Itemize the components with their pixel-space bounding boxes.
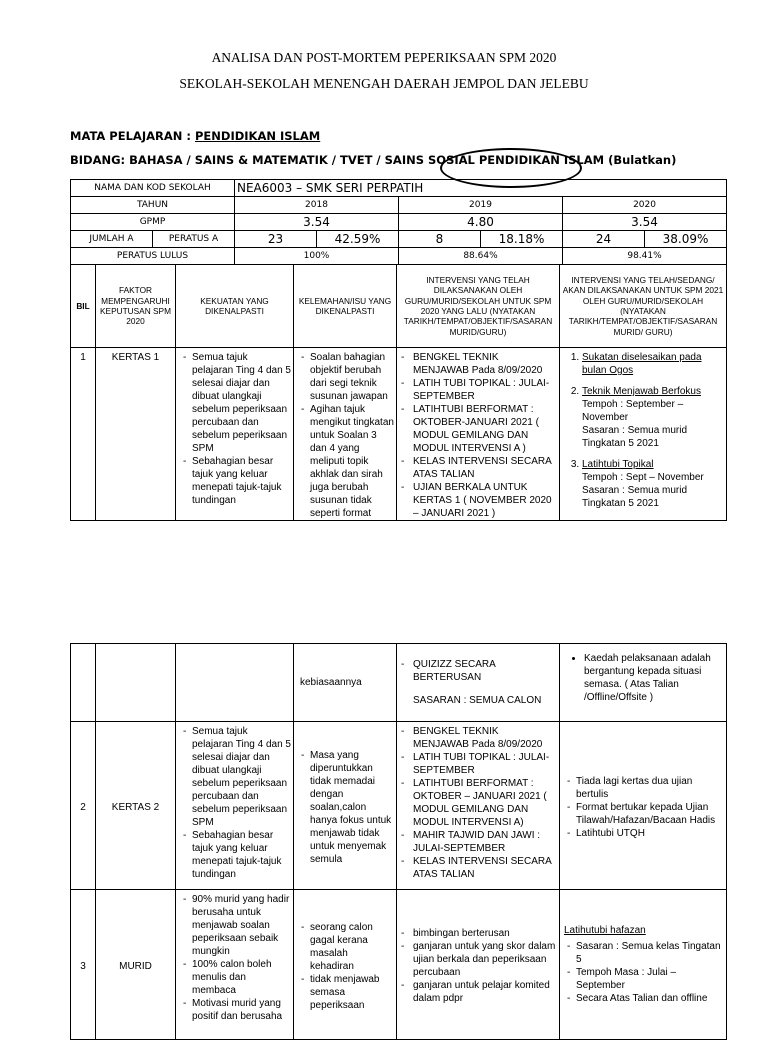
row1b-kelemahan: kebiasaannya: [294, 644, 397, 722]
row2-intervensi-lalu: [397, 722, 560, 890]
list-item: - seorang calon gagal kerana masalah kehadiran: [310, 921, 394, 973]
list-item: - Sebahagian besar tajuk yang keluar menepati tajuk-tajuk tundingan: [192, 455, 291, 507]
list-item: - MAHIR TAJWID DAN JAWI : JULAI-SEPTEMBER: [413, 829, 557, 855]
row1b-intervensi-lalu: - QUIZIZZ SECARA BERTERUSAN SASARAN : SEMUA CALON: [397, 644, 560, 722]
col-intervensi-lalu: INTERVENSI YANG TELAH DILAKSANAKAN OLEH GURU/MURID/SEKOLAH UNTUK SPM 2020 YANG LALU (NYATAKAN TARIKH/TEMPAT/OBJEKTIF/SASARAN MURID/GURU): [397, 265, 560, 348]
list-item: - ganjaran untuk yang skor dalam ujian berkala dan peperiksaan percubaan: [413, 940, 557, 979]
list-item: - Agihan tajuk mengikut tingkatan untuk Soalan 3 dan 4 yang meliputi topik akhlak dan sirah juga berubah susunan tidak seperti format: [310, 403, 394, 520]
peratus-lulus-label: PERATUS LULUS: [71, 248, 235, 265]
list-item: 1. Sukatan diselesaikan pada bulan Ogos: [582, 351, 724, 377]
list-item: - ganjaran untuk pelajar komited dalam pdpr: [413, 979, 557, 1005]
jumlah-a-label: JUMLAH A: [71, 231, 153, 248]
col-kekuatan: KEKUATAN YANG DIKENALPASTI: [176, 265, 294, 348]
peratus-lulus-2018: 100%: [235, 248, 399, 265]
list-item: - Tiada lagi kertas dua ujian bertulis: [576, 775, 724, 801]
year-label: TAHUN: [71, 197, 235, 214]
list-item: - Sebahagian besar tajuk yang keluar menepati tajuk-tajuk tundingan: [192, 829, 291, 881]
bidang-line: BIDANG: BAHASA / SAINS & MATEMATIK / TVET / SAINS SOSIAL PENDIDIKAN ISLAM (Bulatkan): [70, 153, 677, 167]
list-item: - Semua tajuk pelajaran Ting 4 dan 5 selesai diajar dan dibuat ulangkaji sebelum peperiksaan percubaan dan sebelum peperiksaan SPM: [192, 725, 291, 829]
subject-label: MATA PELAJARAN :: [70, 129, 191, 143]
year-2018: 2018: [235, 197, 399, 214]
analysis-table-page2: [70, 643, 727, 1040]
list-item: - Tempoh Masa : Julai – September: [576, 966, 724, 992]
row3-kekuatan: [176, 890, 294, 1040]
row3-intervensi-lalu: [397, 890, 560, 1040]
list-item: - BENGKEL TEKNIK MENJAWAB Pada 8/09/2020: [413, 725, 557, 751]
list-item: - LATIHTUBI BERFORMAT : OKTOBER – JANUARI 2021 ( MODUL GEMILANG DAN MODUL INTERVENSI A): [413, 777, 557, 829]
row1-intervensi-2021: [560, 348, 727, 521]
row1-kekuatan: [176, 348, 294, 521]
list-item: 3. Latihtubi Topikal Tempoh : Sept – November Sasaran : Semua murid Tingkatan 5 2021: [582, 458, 724, 510]
list-item: - QUIZIZZ SECARA BERTERUSAN: [413, 658, 557, 684]
subject-value: PENDIDIKAN ISLAM: [195, 129, 321, 143]
list-item: - LATIH TUBI TOPIKAL : JULAI-SEPTEMBER: [413, 751, 557, 777]
peratus-a-2018: 42.59%: [317, 231, 399, 248]
row1-faktor: KERTAS 1: [96, 348, 176, 521]
list-item: 2. Teknik Menjawab Berfokus Tempoh : September – November Sasaran : Semua murid Tingkatan 5 2021: [582, 385, 724, 450]
list-item: - 90% murid yang hadir berusaha untuk menjawab soalan peperiksaan sebaik mungkin: [192, 893, 291, 958]
list-item: - KELAS INTERVENSI SECARA ATAS TALIAN: [413, 455, 557, 481]
year-2020: 2020: [563, 197, 727, 214]
row3-faktor: MURID: [96, 890, 176, 1040]
school-info-table: [70, 179, 727, 265]
row3-intervensi-2021-heading: Latihutubi hafazan: [564, 925, 646, 936]
row2-kelemahan: [294, 722, 397, 890]
gpmp-2018: 3.54: [235, 214, 399, 231]
row2-kekuatan: [176, 722, 294, 890]
analysis-table-page1: [70, 264, 727, 521]
list-item: - LATIH TUBI TOPIKAL : JULAI-SEPTEMBER: [413, 377, 557, 403]
col-faktor: FAKTOR MEMPENGARUHI KEPUTUSAN SPM 2020: [96, 265, 176, 348]
list-item: - Soalan bahagian objektif berubah dari segi teknik susunan jawapan: [310, 351, 394, 403]
gpmp-2019: 4.80: [399, 214, 563, 231]
list-item: • Kaedah pelaksanaan adalah bergantung kepada situasi semasa. ( Atas Talian /Offline/Offsite ): [584, 652, 724, 704]
col-bil: BIL: [71, 265, 96, 348]
row3-bil: 3: [71, 890, 96, 1040]
list-item: - KELAS INTERVENSI SECARA ATAS TALIAN: [413, 855, 557, 881]
jumlah-a-2019: 8: [399, 231, 481, 248]
peratus-a-2020: 38.09%: [645, 231, 727, 248]
school-name-value: NEA6003 – SMK SERI PERPATIH: [235, 180, 727, 197]
document-title: ANALISA DAN POST-MORTEM PEPERIKSAAN SPM 2020: [211, 50, 557, 65]
list-item: - Secara Atas Talian dan offline: [576, 992, 724, 1005]
row2-bil: 2: [71, 722, 96, 890]
peratus-a-2019: 18.18%: [481, 231, 563, 248]
gpmp-2020: 3.54: [563, 214, 727, 231]
row3-intervensi-2021: [560, 890, 727, 1040]
document-subtitle: SEKOLAH-SEKOLAH MENENGAH DAERAH JEMPOL DAN JELEBU: [179, 76, 589, 91]
list-item: - Format bertukar kepada Ujian Tilawah/Hafazan/Bacaan Hadis: [576, 801, 724, 827]
row1b-intervensi-2021: [560, 644, 727, 722]
list-item: - tidak menjawab semasa peperiksaan: [310, 973, 394, 1012]
row1-bil: 1: [71, 348, 96, 521]
row1-intervensi-lalu: [397, 348, 560, 521]
peratus-lulus-2020: 98.41%: [563, 248, 727, 265]
peratus-a-label: PERATUS A: [153, 231, 235, 248]
jumlah-a-2020: 24: [563, 231, 645, 248]
list-item: - BENGKEL TEKNIK MENJAWAB Pada 8/09/2020: [413, 351, 557, 377]
list-item: - Motivasi murid yang positif dan berusaha: [192, 997, 291, 1023]
subject-line: [70, 129, 320, 143]
row3-kelemahan: [294, 890, 397, 1040]
list-item: - Sasaran : Semua kelas Tingatan 5: [576, 940, 724, 966]
list-item: - 100% calon boleh menulis dan membaca: [192, 958, 291, 997]
row2-faktor: KERTAS 2: [96, 722, 176, 890]
row1-kelemahan: [294, 348, 397, 521]
peratus-lulus-2019: 88.64%: [399, 248, 563, 265]
row2-intervensi-2021: [560, 722, 727, 890]
jumlah-a-2018: 23: [235, 231, 317, 248]
gpmp-label: GPMP: [71, 214, 235, 231]
school-name-label: NAMA DAN KOD SEKOLAH: [71, 180, 235, 197]
list-item: - UJIAN BERKALA UNTUK KERTAS 1 ( NOVEMBER 2020 – JANUARI 2021 ): [413, 481, 557, 520]
list-item: - Latihtubi UTQH: [576, 827, 724, 840]
list-item: - Semua tajuk pelajaran Ting 4 dan 5 selesai diajar dan dibuat ulangkaji sebelum peperiksaan percubaan dan sebelum peperiksaan SPM: [192, 351, 291, 455]
year-2019: 2019: [399, 197, 563, 214]
list-item: - LATIHTUBI BERFORMAT : OKTOBER-JANUARI 2021 ( MODUL GEMILANG DAN MODUL INTERVENSI A ): [413, 403, 557, 455]
list-item: - Masa yang diperuntukkan tidak memadai dengan soalan,calon hanya fokus untuk menjawab tidak untuk menyemak semula: [310, 749, 394, 866]
col-intervensi-2021: INTERVENSI YANG TELAH/SEDANG/ AKAN DILAKSANAKAN UNTUK SPM 2021 OLEH GURU/MURID/SEKOLAH (NYATAKAN TARIKH/TEMPAT/OBJEKTIF/SASARAN MURID/ GURU): [560, 265, 727, 348]
col-kelemahan: KELEMAHAN/ISU YANG DIKENALPASTI: [294, 265, 397, 348]
list-item: - bimbingan berterusan: [413, 927, 557, 940]
